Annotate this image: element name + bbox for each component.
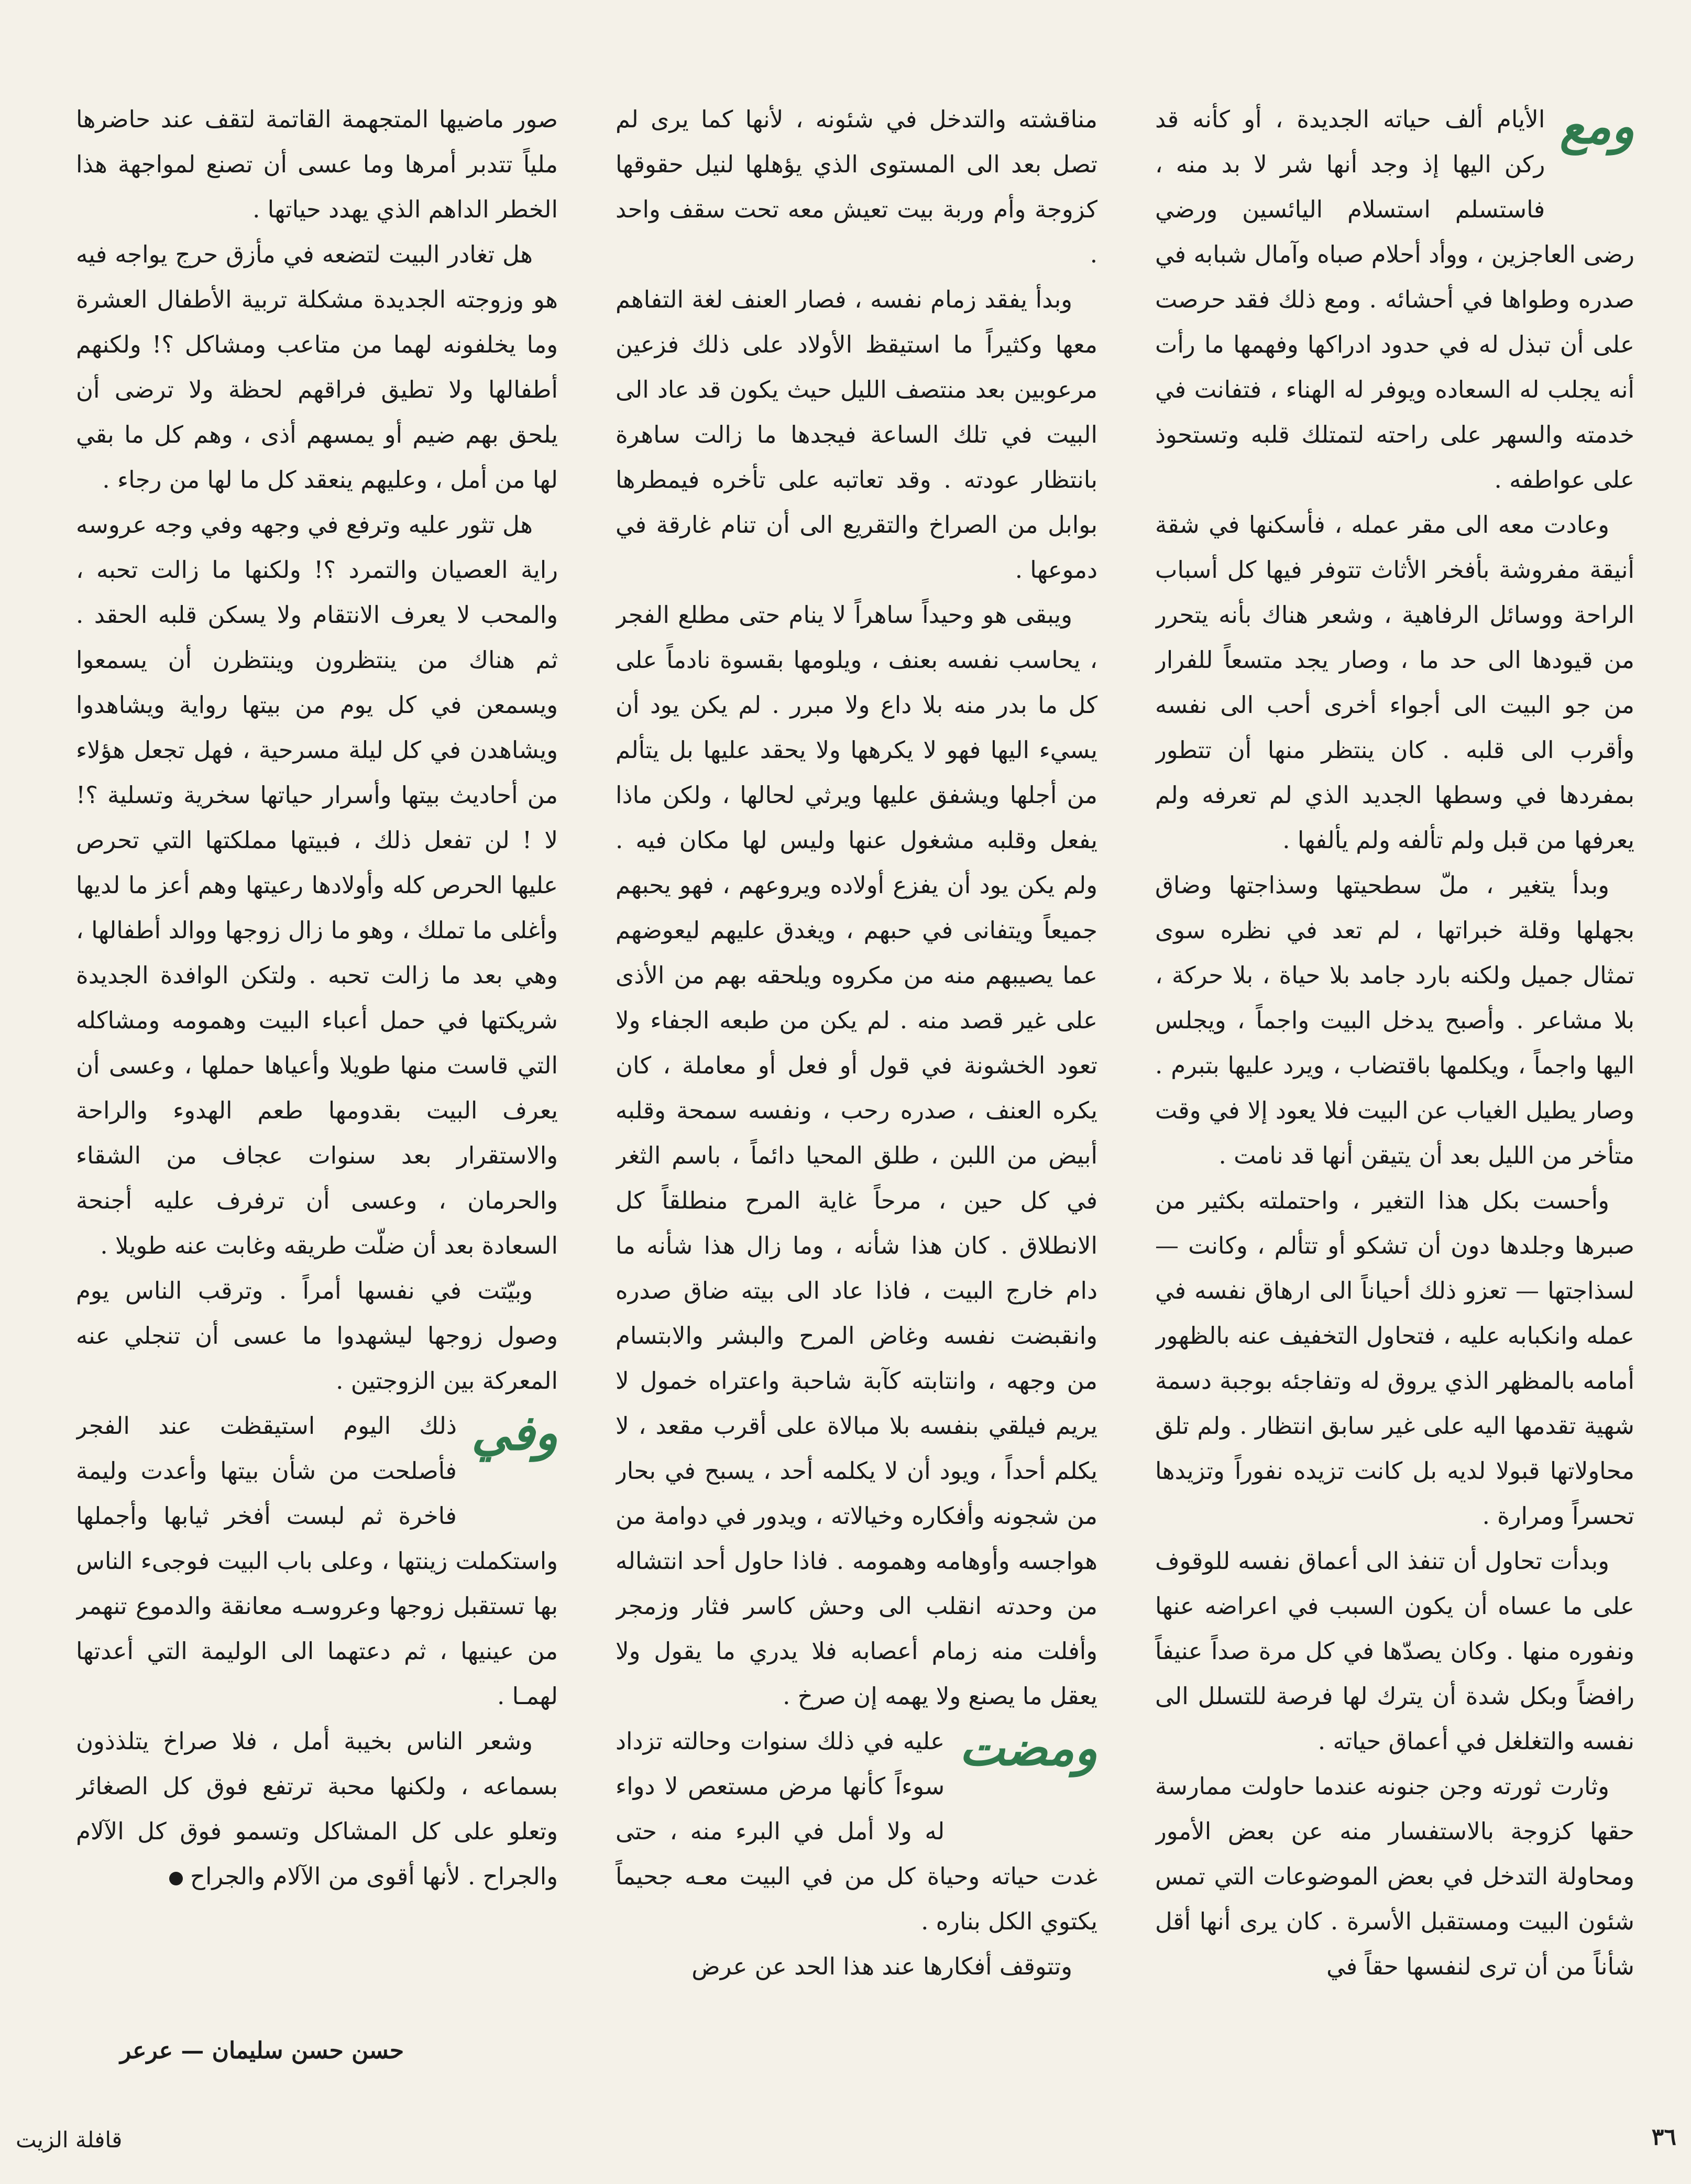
paragraph: الأيام ألف حياته الجديدة ، أو كأنه قد ركن اليها إذ وجد أنها شر لا بد منه ، فاستسلم استسلام اليائسين ورضي رضى العاجزين ، ووأد أحلام صباه وآمال شبابه في صدره وطواها في أحشائه . ومع ذلك فقد حرصت على أن تبذل له في حدود ادراكها وفهمها ما رأت أنه يجلب له السعاده ويوفر له الهناء ، فتفانت في خدمته والسهر على راحته لتمتلك قلبه وتستحوذ على عواطفه . [1155,105,1634,493]
article-column-left [76,97,558,2082]
paragraph: وأحست بكل هذا التغير ، واحتملته بكثير من صبرها وجلدها دون أن تشكو أو تتألم ، وكانت — لسذاجتها — تعزو ذلك أحياناً الى ارهاق نفسه في عمله وانكبابه عليه ، فتحاول التخفيف عنه بالظهور أمامه بالمظهر الذي يروق له وتفاجئه بوجبة دسمة شهية تقدمها اليه على غير سابق انتظار . ولم تلق محاولاتها قبولا لديه بل كانت تزيده نفوراً وتزيدها تحسراً ومرارة . [1155,1187,1634,1530]
paragraph: وثارت ثورته وجن جنونه عندما حاولت ممارسة حقها كزوجة بالاستفسار منه عن بعض الأمور ومحاولة التدخل في بعض الموضوعات التي تمس شئون البيت ومستقبل الأسرة . كان يرى أنها أقل شأناً من أن ترى لنفسها حقاً في [1155,1772,1634,1980]
paragraph: وبدأت تحاول أن تنفذ الى أعماق نفسه للوقوف على ما عساه أن يكون السبب في اعراضه عنها ونفوره منها . وكان يصدّها في كل مرة صداً عنيفاً رافضاً وبكل شدة أن يترك لها فرصة للتسلل الى نفسه والتغلغل في أعماق حياته . [1155,1547,1634,1755]
paragraph-last-text: وشعر الناس بخيبة أمل ، فلا صراخ يتلذذون بسماعه ، ولكنها محبة ترتفع فوق كل الصغائر وتعلو على كل المشاكل وتسمو فوق كل الآلام والجراح . لأنها أقوى من الآلام والجراح [76,1727,558,1890]
paragraph: وبيّتت في نفسها أمراً . وترقب الناس يوم وصول زوجها ليشهدوا ما عسى أن تنجلي عنه المعركة بين الزوجتين . [76,1277,558,1395]
paragraph: وتتوقف أفكارها عند هذا الحد عن عرض [691,1952,1072,1980]
article-column-right [1155,97,1634,2082]
article-column-middle [616,97,1097,2082]
paragraph: ويبقى هو وحيداً ساهراً لا ينام حتى مطلع الفجر ، يحاسب نفسه بعنف ، ويلومها بقسوة نادماً على كل ما بدر منه بلا داع ولا مبرر . لم يكن يود أن يسيء اليها فهو لا يكرهها ولا يحقد عليها بل يتألم من أجلها ويشفق عليها ويرثي لحالها ، ولكن ماذا يفعل وقلبه مشغول عنها وليس لها مكان فيه . ولم يكن يود أن يفزع أولاده ويروعهم ، فهو يحبهم جميعاً ويتفانى في حبهم ، ويغدق عليهم ليعوضهم عما يصيبهم منه من مكروه ويلحقه بهم من الأذى على غير قصد منه . لم يكن من طبعه الجفاء ولا تعود الخشونة في قول أو فعل أو معاملة ، كان يكره العنف ، صدره رحب ، ونفسه سمحة وقلبه أبيض من اللبن ، طلق المحيا دائماً ، باسم الثغر في كل حين ، مرحاً غاية المرح منطلقاً كل الانطلاق . كان هذا شأنه ، وما زال هذا شأنه ما دام خارج البيت ، فاذا عاد الى بيته ضاق صدره وانقبضت نفسه وغاض المرح والبشر والابتسام من وجهه ، وانتابته كآبة شاحبة واعتراه خمول لا يريم فيلقي بنفسه بلا مبالاة على أقرب مقعد ، لا يكلم أحداً ، ويود أن لا يكلمه أحد ، يسبح في بحار من شجونه وأفكاره وخيالاته ، ويدور في دوامة من هواجسه وأوهامه وهمومه . فاذا حاول أحد انتشاله من وحدته انقلب الى وحش كاسر فثار وزمجر وأفلت منه زمام أعصابه فلا يدري ما يقول ولا يعقل ما يصنع ولا يهمه إن صرخ . [616,601,1097,1710]
paragraph: عليه في ذلك سنوات وحالته تزداد سوءاً كأنها مرض مستعص لا دواء له ولا أمل في البرء منه ، حتى غدت حياته وحياة كل من في البيت معـه جحيماً يكتوي الكل بناره . [616,1727,1097,1935]
paragraph: وعادت معه الى مقر عمله ، فأسكنها في شقة أنيقة مفروشة بأفخر الأثاث تتوفر فيها كل أسباب الراحة ووسائل الرفاهية ، وشعر هناك بأنه يتحرر من قيودها الى حد ما ، وصار يجد متسعاً للفرار من جو البيت الى أجواء أخرى أحب الى نفسه وأقرب الى قلبه . كان ينتظر منها أن تتطور بمفردها في وسطها الجديد الذي لم تعرفه ولم يعرفها من قبل ولم تألفه ولم يألفها . [1155,511,1634,854]
drop-word-left: وفي [471,1404,558,1461]
paragraph: هل تغادر البيت لتضعه في مأزق حرج يواجه فيه هو وزوجته الجديدة مشكلة تربية الأطفال العشرة وما يخلفونه لهما من متاعب ومشاكل ؟! ولكنهم أطفالها ولا تطيق فراقهم لحظة ولا ترضى أن يلحق بهم ضيم أو يمسهم أذى ، وهم كل ما بقي لها من أمل ، وعليهم ينعقد كل ما لها من رجاء . [76,240,558,493]
paragraph: مناقشته والتدخل في شئونه ، لأنها كما يرى لم تصل بعد الى المستوى الذي يؤهلها لنيل حقوقها كزوجة وأم وربة بيت تعيش معه تحت سقف واحد . [616,105,1097,268]
author-byline: حسن حسن سليمان — عرعر [119,2037,404,2064]
paragraph: ذلك اليوم استيقظت عند الفجر فأصلحت من شأن بيتها وأعدت وليمة فاخرة ثم لبست أفخر ثيابها وأجملها واستكملت زينتها ، وعلى باب البيت فوجىء الناس بها تستقبل زوجها وعروسـه معانقة والدموع تنهمر من عينيها ، ثم دعتهما الى الوليمة التي أعدتها لهمـا . [76,1412,558,1710]
magazine-title: قافلة الزيت [16,2127,123,2153]
drop-word-middle: ومضت [959,1720,1097,1776]
paragraph: هل تثور عليه وترفع في وجهه وفي وجه عروسه راية العصيان والتمرد ؟! ولكنها ما زالت تحبه ، والمحب لا يعرف الانتقام ولا يسكن قلبه الحقد . ثم هناك من ينتظرون وينتظرن أن يسمعوا ويسمعن في كل يوم من بيتها رواية ويشاهدوا ويشاهدن في كل ليلة مسرحية ، فهل تجعل هؤلاء من أحاديث بيتها وأسرار حياتها سخرية وتسلية ؟! لا ! لن تفعل ذلك ، فبيتها مملكتها التي تحرص عليها الحرص كله وأولادها رعيتها وهم أعز ما لديها وأغلى ما تملك ، وهو ما زال زوجها ووالد أطفالها ، وهي بعد ما زالت تحبه . ولتكن الوافدة الجديدة شريكتها في حمل أعباء البيت وهمومه ومشاكله التي قاست منها طويلا وأعياها حملها ، وعسى أن يعرف البيت بقدومها طعم الهدوء والراحة والاستقرار بعد سنوات عجاف من الشقاء والحرمان ، وعسى أن ترفرف عليه أجنحة السعادة بعد أن ضلّت طريقه وغابت عنه طويلا . [76,511,558,1259]
drop-word-right: ومع [1560,98,1634,155]
paragraph: وبدأ يتغير ، ملّ سطحيتها وسذاجتها وضاق بجهلها وقلة خبراتها ، لم تعد في نظره سوى تمثال جميل ولكنه بارد جامد بلا حياة ، بلا حركة ، بلا مشاعر . وأصبح يدخل البيت واجماً ، ويجلس اليها واجماً ، ويكلمها باقتضاب ، ويرد عليها بتبرم . وصار يطيل الغياب عن البيت فلا يعود إلا في وقت متأخر من الليل بعد أن يتيقن أنها قد نامت . [1155,871,1634,1169]
paragraph: وبدأ يفقد زمام نفسه ، فصار العنف لغة التفاهم معها وكثيراً ما استيقظ الأولاد على ذلك فزعين مرعوبين بعد منتصف الليل حيث يكون قد عاد الى البيت في تلك الساعة فيجدها ما زالت ساهرة بانتظار عودته . وقد تعاتبه على تأخره فيمطرها بوابل من الصراخ والتقريع الى أن تنام غارقة في دموعها . [616,286,1097,584]
page-number: ٣٦ [1651,2124,1676,2150]
end-of-article-mark [169,1872,183,1885]
paragraph: صور ماضيها المتجهمة القاتمة لتقف عند حاضرها ملياً تتدبر أمرها وما عسى أن تصنع لمواجهة هذا الخطر الداهم الذي يهدد حياتها . [76,105,558,223]
paragraph-last [76,1719,558,1899]
